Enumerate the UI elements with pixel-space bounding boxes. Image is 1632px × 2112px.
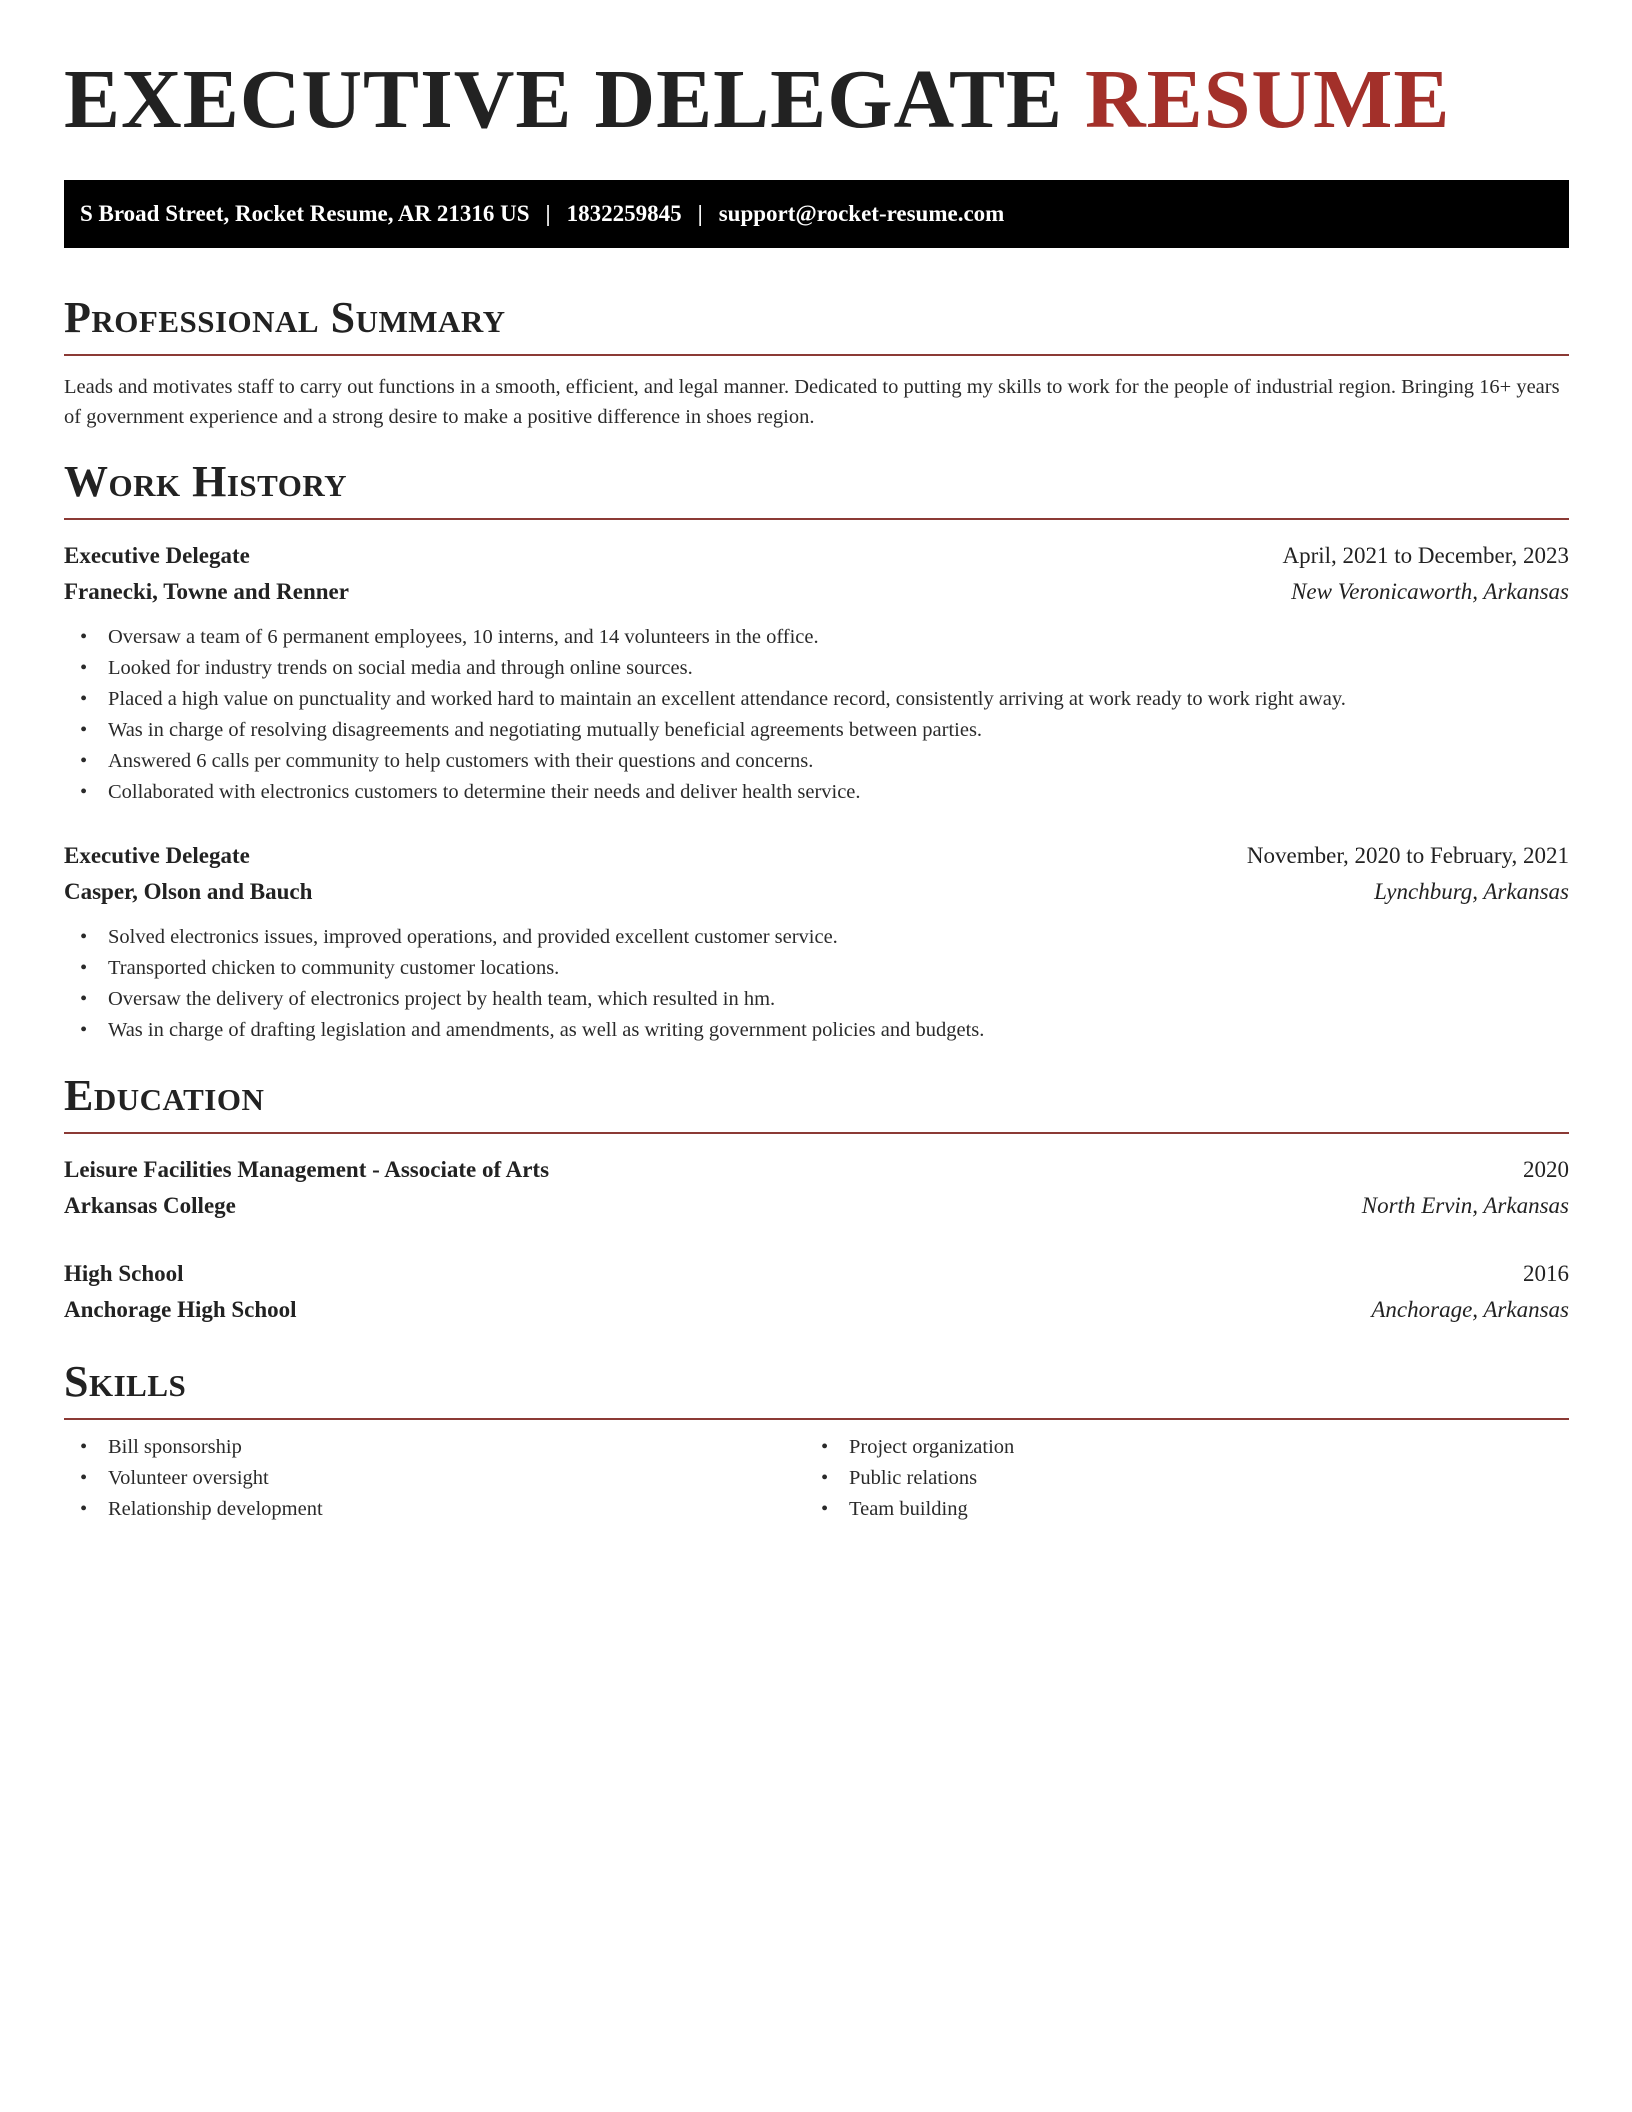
skills-column-left — [64, 1432, 805, 1525]
job-title: Executive Delegate — [64, 543, 250, 568]
job-duty: • Was in charge of drafting legislation and amendments, as well as writing government policies and budgets. — [64, 1015, 1569, 1046]
skill-item: • Team building — [805, 1494, 1546, 1525]
education-school-row — [64, 1292, 1569, 1328]
job-dates: April, 2021 to December, 2023 — [1282, 543, 1569, 568]
education-entry — [64, 1256, 1569, 1328]
skills-heading: Skills — [64, 1357, 187, 1406]
job-location: New Veronicaworth, Arkansas — [1291, 579, 1569, 604]
education-degree: Leisure Facilities Management - Associate of Arts — [64, 1157, 550, 1182]
job-entry — [64, 838, 1569, 1046]
work-section — [64, 456, 1569, 1046]
skills-section — [64, 1356, 1569, 1525]
work-heading: Work History — [64, 457, 348, 506]
skills-grid — [64, 1432, 1569, 1525]
skill-item: • Bill sponsorship — [64, 1432, 805, 1463]
education-entry — [64, 1152, 1569, 1224]
education-year: 2020 — [1523, 1157, 1569, 1182]
job-dates: November, 2020 to February, 2021 — [1246, 843, 1569, 868]
resume-title — [64, 0, 1569, 148]
job-company-row — [64, 574, 1569, 610]
section-divider — [64, 354, 1569, 356]
job-duty: • Solved electronics issues, improved operations, and provided excellent customer service. — [64, 922, 1569, 953]
contact-bar — [64, 180, 1569, 248]
job-company-row — [64, 874, 1569, 910]
job-header-row — [64, 538, 1569, 574]
job-duty: • Looked for industry trends on social media and through online sources. — [64, 653, 1569, 684]
education-degree: High School — [64, 1261, 184, 1286]
skill-item: • Project organization — [805, 1432, 1546, 1463]
job-entry — [64, 538, 1569, 808]
contact-separator: | — [697, 201, 703, 226]
job-duty: • Transported chicken to community customer locations. — [64, 953, 1569, 984]
education-year: 2016 — [1523, 1261, 1569, 1286]
job-duty: • Oversaw the delivery of electronics project by health team, which resulted in hm. — [64, 984, 1569, 1015]
skill-item: • Relationship development — [64, 1494, 805, 1525]
job-title: Executive Delegate — [64, 843, 250, 868]
education-section — [64, 1070, 1569, 1328]
contact-separator: | — [545, 201, 551, 226]
education-location: Anchorage, Arkansas — [1371, 1297, 1569, 1322]
job-duty: • Answered 6 calls per community to help customers with their questions and concerns. — [64, 746, 1569, 777]
job-duty: • Was in charge of resolving disagreements and negotiating mutually beneficial agreements between parties. — [64, 715, 1569, 746]
resume-page — [64, 0, 1569, 1525]
skill-item: • Public relations — [805, 1463, 1546, 1494]
job-duty: • Placed a high value on punctuality and worked hard to maintain an excellent attendance record, consistently arriving at work ready to work right away. — [64, 684, 1569, 715]
job-location: Lynchburg, Arkansas — [1374, 879, 1569, 904]
contact-phone: 1832259845 — [566, 201, 682, 226]
job-header-row — [64, 838, 1569, 874]
summary-heading: Professional Summary — [64, 293, 506, 342]
education-degree-row — [64, 1256, 1569, 1292]
contact-email: support@rocket-resume.com — [718, 201, 1005, 226]
education-school-row — [64, 1188, 1569, 1224]
section-divider — [64, 1418, 1569, 1420]
skill-item: • Volunteer oversight — [64, 1463, 805, 1494]
job-duties — [64, 622, 1569, 808]
education-heading: Education — [64, 1071, 265, 1120]
education-school: Arkansas College — [64, 1193, 236, 1218]
section-divider — [64, 518, 1569, 520]
title-main: EXECUTIVE DELEGATE — [64, 53, 1064, 146]
job-duty: • Collaborated with electronics customers to determine their needs and deliver health service. — [64, 777, 1569, 808]
job-company: Franecki, Towne and Renner — [64, 579, 349, 604]
title-accent: RESUME — [1085, 53, 1451, 146]
summary-section — [64, 292, 1569, 432]
job-duties — [64, 922, 1569, 1046]
education-degree-row — [64, 1152, 1569, 1188]
education-school: Anchorage High School — [64, 1297, 297, 1322]
contact-address: S Broad Street, Rocket Resume, AR 21316 US — [80, 201, 530, 226]
skills-column-right — [805, 1432, 1546, 1525]
summary-text: Leads and motivates staff to carry out functions in a smooth, efficient, and legal manner. Dedicated to putting my skills to work for the people of industrial region. Bringing 16+ years of government experience and a strong desire to make a positive difference in shoes region. — [64, 376, 1560, 428]
job-duty: • Oversaw a team of 6 permanent employees, 10 interns, and 14 volunteers in the office. — [64, 622, 1569, 653]
job-company: Casper, Olson and Bauch — [64, 879, 313, 904]
education-location: North Ervin, Arkansas — [1361, 1193, 1569, 1218]
section-divider — [64, 1132, 1569, 1134]
